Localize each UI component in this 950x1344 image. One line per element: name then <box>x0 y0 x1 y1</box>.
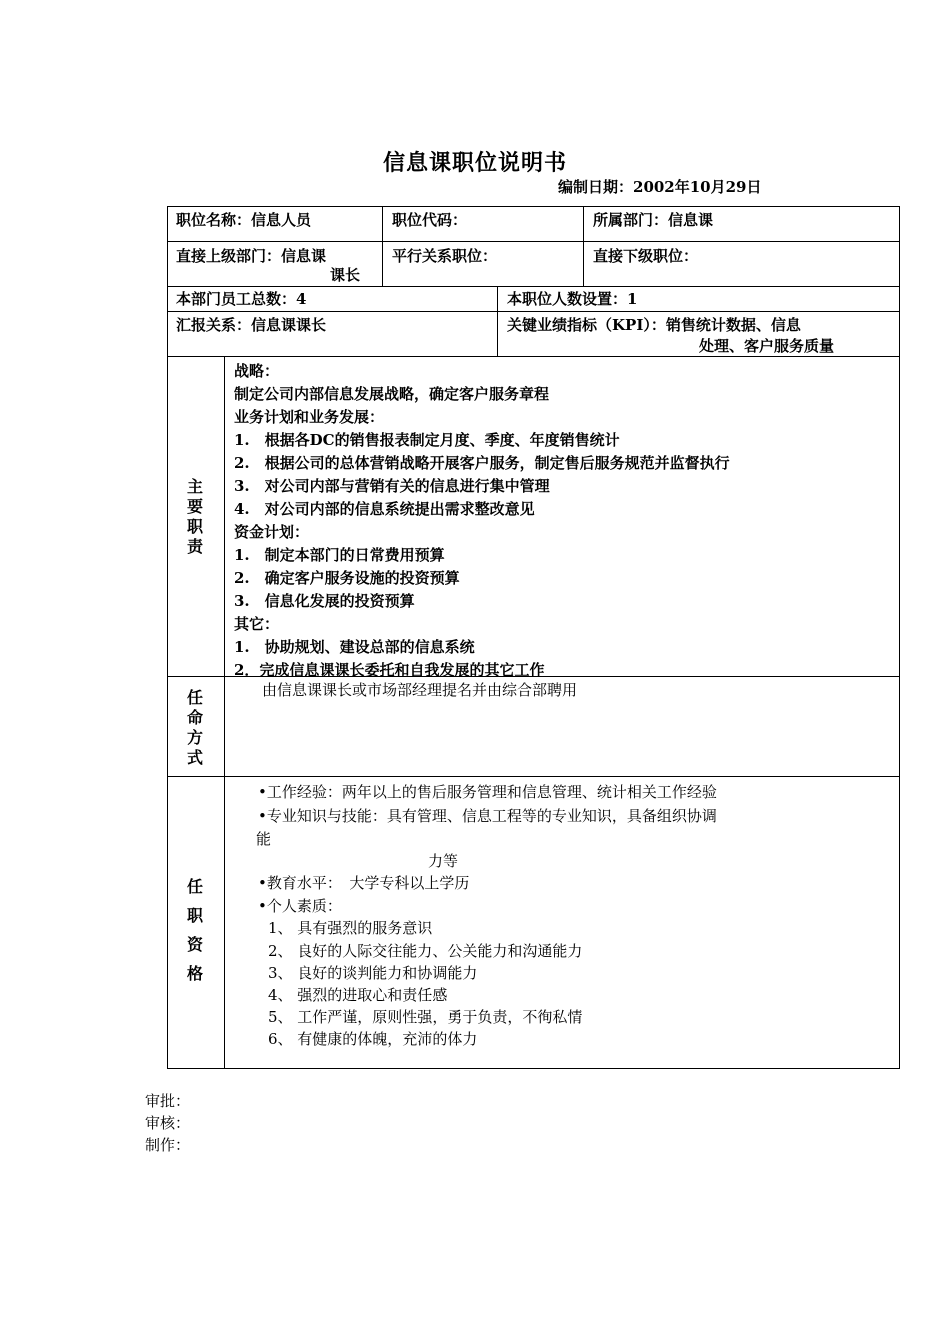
duty-line: 2．完成信息课课长委托和自我发展的其它工作 <box>234 661 545 679</box>
qual-personal-item: 5、 工作严谨，原则性强，勇于负责，不徇私情 <box>268 1008 583 1026</box>
position-code: 职位代码： <box>392 211 468 229</box>
table-rule <box>497 286 498 356</box>
section-label-qualifications: 任 职 资 格 <box>186 877 203 983</box>
superior-department-line2: 课长 <box>330 266 361 284</box>
reporting-relation: 汇报关系：信息课课长 <box>176 316 327 334</box>
table-rule <box>167 776 900 777</box>
qual-personal-item: 4、 强烈的进取心和责任感 <box>268 986 448 1004</box>
duty-line: 制定公司内部信息发展战略，确定客户服务章程 <box>234 385 550 403</box>
duty-line: 资金计划： <box>234 523 310 541</box>
table-rule <box>583 206 584 286</box>
qual-knowledge: •专业知识与技能：具有管理、信息工程等的专业知识，具备组织协调 <box>258 807 717 825</box>
prepare-label: 制作： <box>145 1136 191 1154</box>
duties-list <box>234 360 730 682</box>
duty-line: 业务计划和业务发展： <box>234 408 385 426</box>
duty-line: 1. 根据各DC的销售报表制定月度、季度、年度销售统计 <box>234 431 620 449</box>
qual-knowledge-wrap2: 力等 <box>428 852 459 870</box>
superior-department-line1: 直接上级部门：信息课 <box>176 247 327 265</box>
duty-line: 2. 根据公司的总体营销战略开展客户服务，制定售后服务规范并监督执行 <box>234 454 730 472</box>
qual-personal-item: 6、 有健康的体魄，充沛的体力 <box>268 1030 478 1048</box>
duty-line: 3. 对公司内部与营销有关的信息进行集中管理 <box>234 477 550 495</box>
table-border-bottom <box>167 1068 900 1069</box>
duty-line: 1. 制定本部门的日常费用预算 <box>234 546 445 564</box>
table-border-left <box>167 206 168 1069</box>
document-title: 信息课职位说明书 <box>382 150 567 176</box>
duty-line: 4. 对公司内部的信息系统提出需求整改意见 <box>234 500 535 518</box>
qual-education: •教育水平： 大学专科以上学历 <box>258 874 470 892</box>
qual-personal-item: 3、 良好的谈判能力和协调能力 <box>268 964 478 982</box>
duty-line: 其它： <box>234 615 280 633</box>
staff-total: 本部门员工总数：4 <box>176 290 307 308</box>
qual-knowledge-wrap: 能 <box>256 830 272 848</box>
qual-personal-item: 2、 良好的人际交往能力、公关能力和沟通能力 <box>268 942 583 960</box>
position-name: 职位名称：信息人员 <box>176 211 312 229</box>
table-border-top <box>167 206 900 207</box>
duty-line: 1. 协助规划、建设总部的信息系统 <box>234 638 475 656</box>
table-rule <box>167 286 900 287</box>
appointment-method: 由信息课课长或市场部经理提名并由综合部聘用 <box>262 681 578 699</box>
table-border-right <box>899 206 900 1069</box>
duty-line: 战略： <box>234 362 280 380</box>
parallel-position: 平行关系职位： <box>392 247 498 265</box>
qual-personal-item: 1、 具有强烈的服务意识 <box>268 919 433 937</box>
duty-line: 3. 信息化发展的投资预算 <box>234 592 415 610</box>
kpi-line2: 处理、客户服务质量 <box>699 337 835 355</box>
review-label: 审核： <box>145 1114 191 1132</box>
approve-label: 审批： <box>145 1092 191 1110</box>
compile-date: 编制日期：2002年10月29日 <box>558 178 762 196</box>
qual-personal: •个人素质： <box>258 897 342 915</box>
kpi-line1: 关键业绩指标（KPI）：销售统计数据、信息 <box>507 316 801 334</box>
table-rule <box>167 356 900 357</box>
table-rule <box>167 311 900 312</box>
section-label-appointment: 任 命 方 式 <box>186 688 203 767</box>
table-rule <box>167 241 900 242</box>
duty-line: 2. 确定客户服务设施的投资预算 <box>234 569 460 587</box>
subordinate-position: 直接下级职位： <box>593 247 699 265</box>
position-headcount: 本职位人数设置：1 <box>507 290 638 308</box>
qual-experience: •工作经验：两年以上的售后服务管理和信息管理、统计相关工作经验 <box>258 783 717 801</box>
table-rule <box>382 206 383 286</box>
table-rule <box>224 356 225 1068</box>
section-label-duties: 主 要 职 责 <box>186 477 203 556</box>
department: 所属部门：信息课 <box>593 211 714 229</box>
